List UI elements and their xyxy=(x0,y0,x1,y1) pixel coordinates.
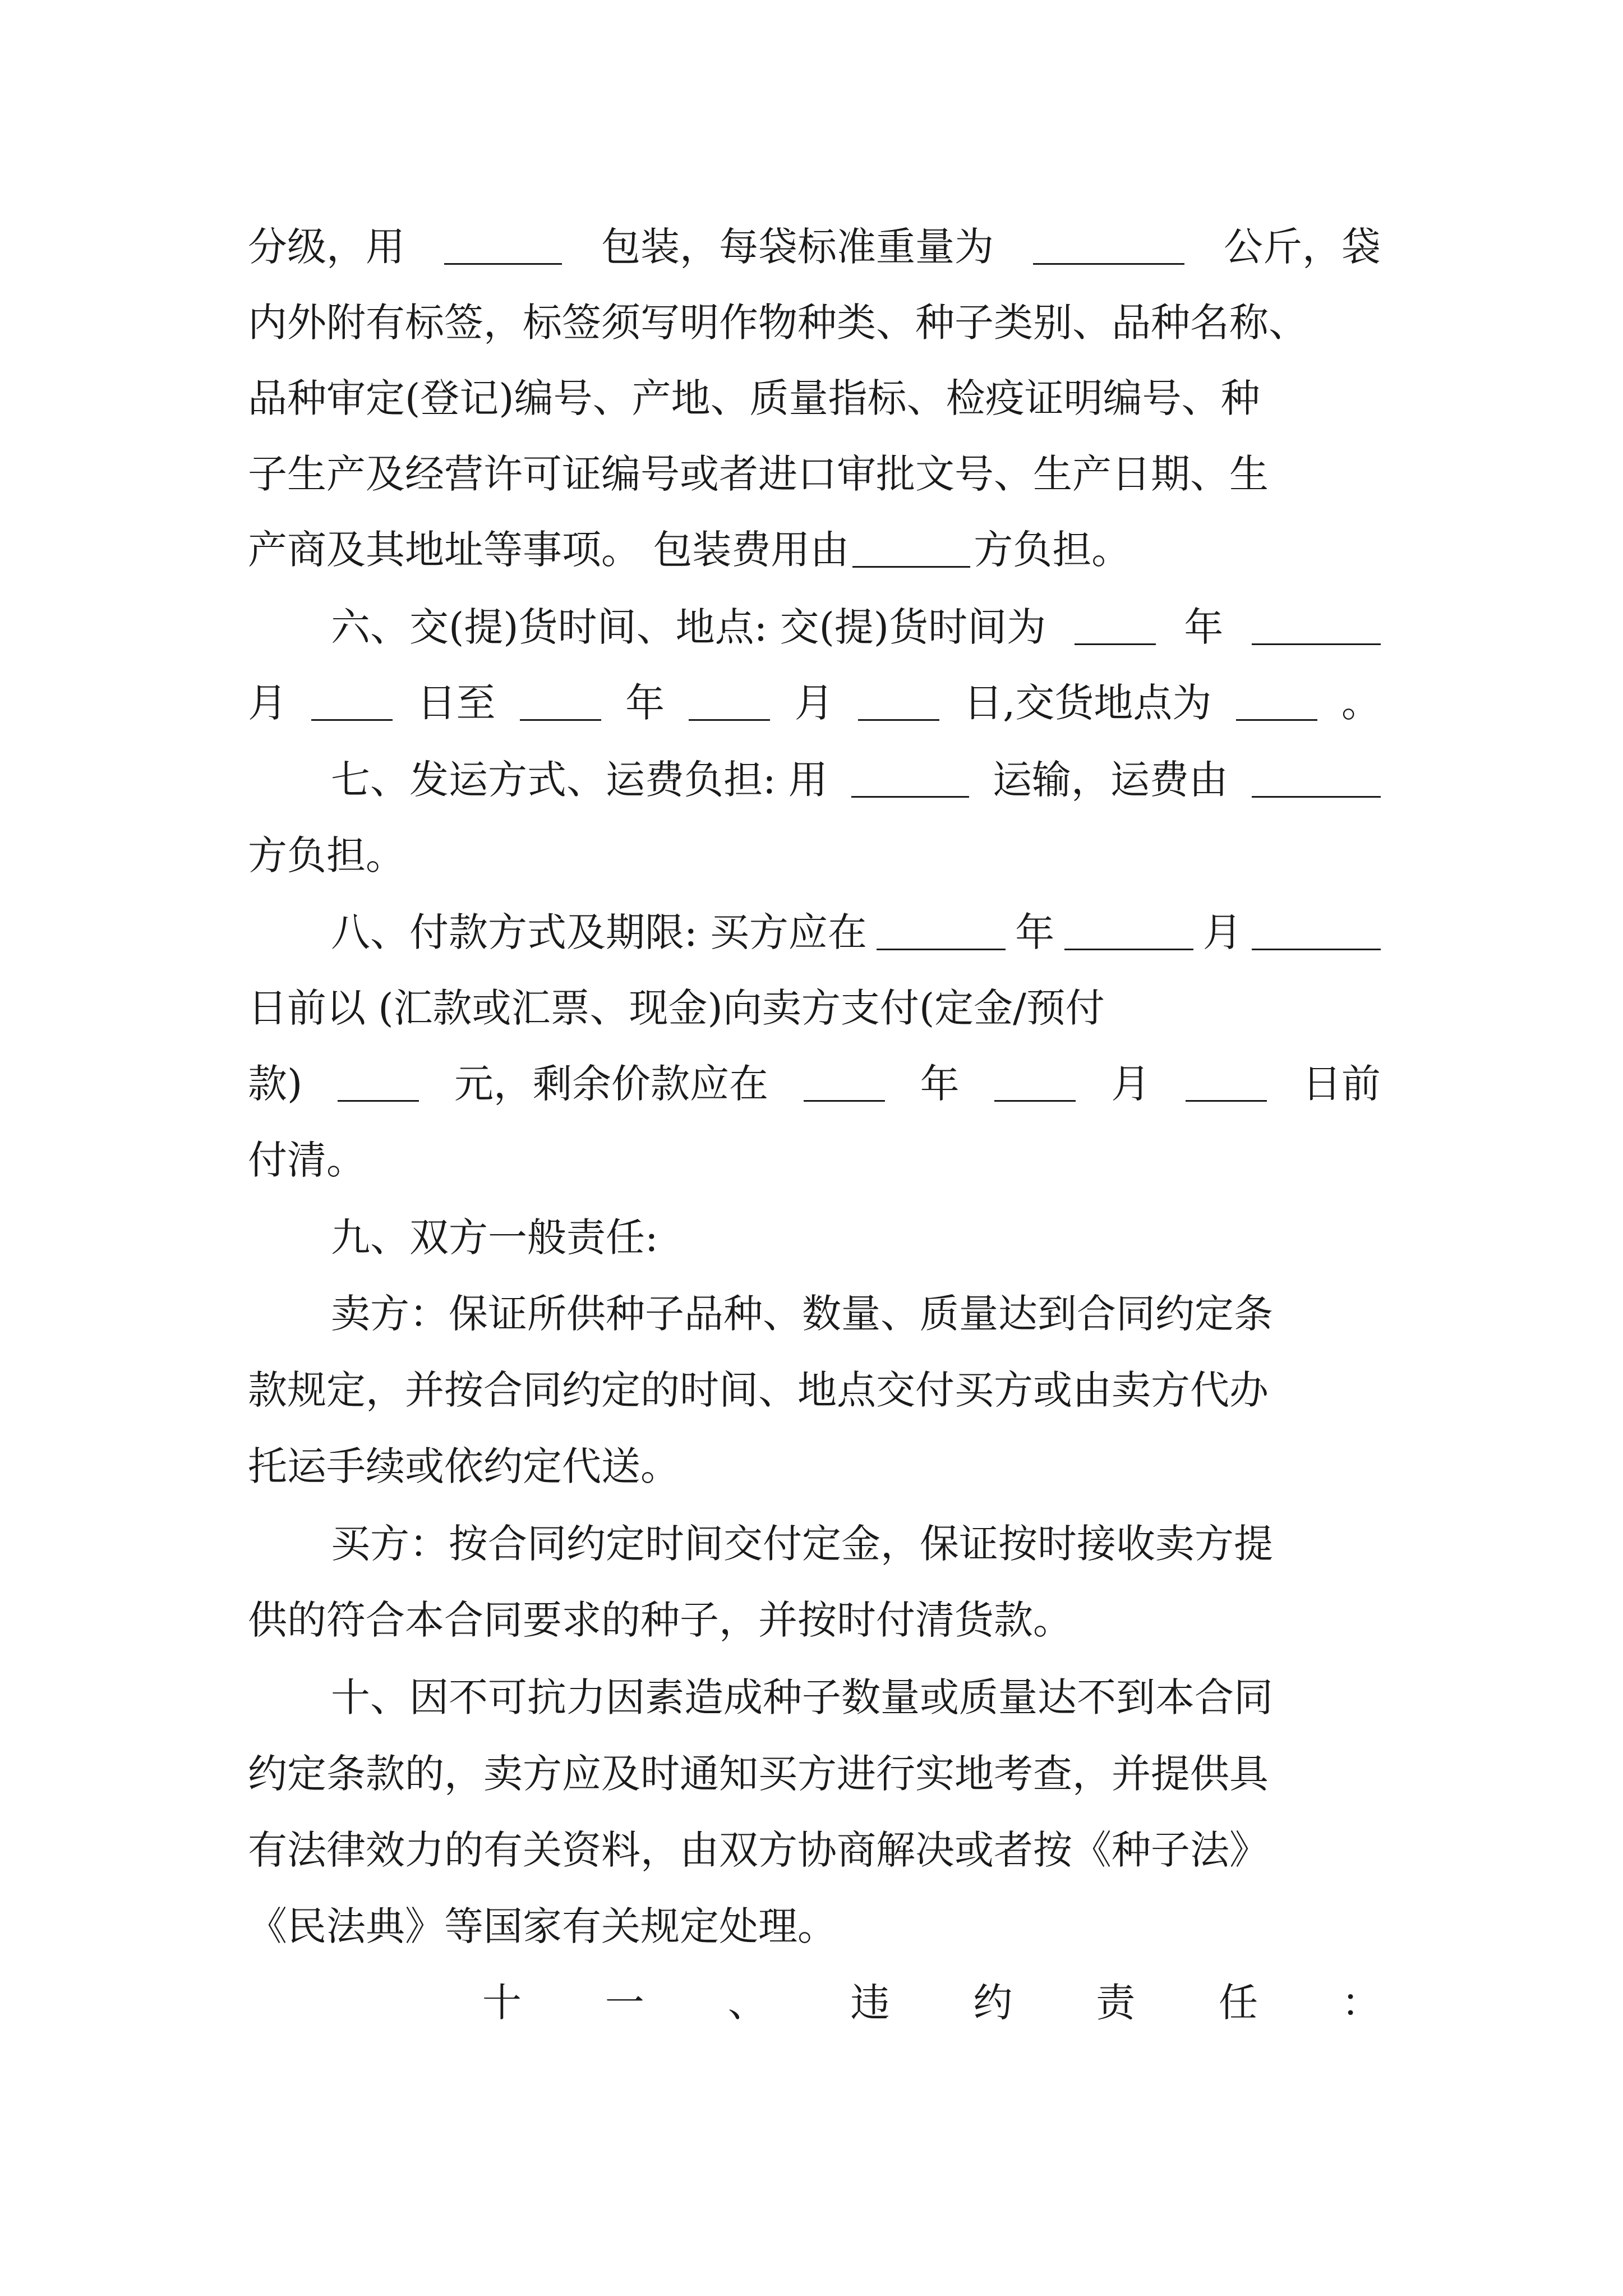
fill-blank xyxy=(852,566,970,568)
text-segment: 买方：按合同约定时间交付定金，保证按时接收卖方提 xyxy=(331,1521,1273,1567)
fill-blank xyxy=(520,719,601,721)
text-line xyxy=(248,1816,1381,1884)
text-line xyxy=(248,213,1381,280)
text-line xyxy=(248,1356,1381,1424)
fill-blank xyxy=(311,719,393,721)
text-segment: 约定条款的，卖方应及时通知买方进行实地考查，并提供具 xyxy=(248,1751,1269,1797)
fill-blank xyxy=(1186,1100,1267,1102)
text-segment: 元，剩余价款应在 xyxy=(454,1061,768,1107)
fill-blank xyxy=(444,263,562,265)
text-segment: 内外附有标签，标签须写明作物种类、种子类别、品种名称、 xyxy=(248,300,1308,346)
text-segment: 公斤，袋 xyxy=(1224,224,1381,270)
text-segment: 《民法典》等国家有关规定处理。 xyxy=(248,1903,837,1949)
text-line xyxy=(331,746,1381,813)
text-segment: 年 xyxy=(1015,909,1055,955)
text-segment: 包装，每袋标准重量为 xyxy=(601,224,994,270)
text-line xyxy=(248,669,1381,737)
text-line xyxy=(248,1893,1381,1960)
text-segment: 日前以 (汇款或汇票、现金)向卖方支付(定金/预付 xyxy=(248,985,1105,1031)
text-segment: 方负担。 xyxy=(248,832,405,878)
text-segment: 月 xyxy=(248,680,287,726)
text-line xyxy=(331,1204,1381,1271)
fill-blank xyxy=(851,796,969,798)
text-line xyxy=(248,289,1381,356)
text-segment: 七、发运方式、运费负担: 用 xyxy=(331,757,828,803)
text-line xyxy=(331,899,1381,966)
fill-blank xyxy=(804,1100,885,1102)
text-line xyxy=(331,1664,1381,1731)
text-segment: 十、因不可抗力因素造成种子数量或质量达不到本合同 xyxy=(331,1674,1273,1720)
fill-blank xyxy=(1033,263,1184,265)
text-segment: 托运手续或依约定代送。 xyxy=(248,1443,680,1489)
heading-char: 、 xyxy=(727,1980,767,2026)
text-line xyxy=(331,1280,1381,1347)
heading-char: 任 xyxy=(1219,1980,1258,2026)
heading-char: 责 xyxy=(1096,1980,1136,2026)
text-segment: 卖方：保证所供种子品种、数量、质量达到合同约定条 xyxy=(331,1291,1273,1337)
heading-char: 十 xyxy=(482,1980,522,2026)
section-heading xyxy=(482,1969,1381,2036)
text-segment: 有法律效力的有关资料，由双方协商解决或者按《种子法》 xyxy=(248,1827,1269,1873)
fill-blank xyxy=(994,1100,1076,1102)
fill-blank xyxy=(1252,949,1381,950)
text-segment: 九、双方一般责任: xyxy=(331,1214,658,1260)
text-segment: 年 xyxy=(920,1061,960,1107)
text-segment: 月 xyxy=(1202,909,1242,955)
text-segment: 六、交(提)货时间、地点: 交(提)货时间为 xyxy=(331,604,1046,650)
text-segment: 八、付款方式及期限: 买方应在 xyxy=(331,909,867,955)
fill-blank xyxy=(858,719,939,721)
heading-char: 一 xyxy=(605,1980,644,2026)
text-segment: 产商及其地址等事项。 包装费用由 xyxy=(248,527,850,573)
text-line xyxy=(248,1126,1381,1194)
text-segment: 供的符合本合同要求的种子，并按时付清货款。 xyxy=(248,1597,1072,1643)
text-line xyxy=(248,365,1381,432)
text-line xyxy=(248,974,1381,1042)
text-segment: 日,交货地点为 xyxy=(963,680,1212,726)
text-line xyxy=(331,593,1381,661)
text-segment: 运输，运费由 xyxy=(992,757,1228,803)
text-segment: 品种审定(登记)编号、产地、质量指标、检疫证明编号、种 xyxy=(248,375,1260,421)
fill-blank xyxy=(689,719,770,721)
text-line xyxy=(248,440,1381,508)
text-line xyxy=(331,1510,1381,1577)
text-segment: 款) xyxy=(248,1061,303,1107)
text-segment: 年 xyxy=(625,680,665,726)
text-segment: 子生产及经营许可证编号或者进口审批文号、生产日期、生 xyxy=(248,451,1269,497)
text-segment: 款规定，并按合同约定的时间、地点交付买方或由卖方代办 xyxy=(248,1367,1269,1413)
text-line xyxy=(248,822,1381,889)
text-segment: 方负担。 xyxy=(974,527,1131,573)
fill-blank xyxy=(1252,643,1381,645)
text-line xyxy=(248,1740,1381,1807)
text-segment: 月 xyxy=(794,680,834,726)
text-segment: 分级，用 xyxy=(248,224,405,270)
text-segment: 月 xyxy=(1111,1061,1151,1107)
fill-blank xyxy=(877,949,1006,950)
text-segment: 付清。 xyxy=(248,1137,366,1183)
text-segment: 。 xyxy=(1341,680,1381,726)
fill-blank xyxy=(1252,796,1381,798)
text-line xyxy=(248,516,1381,583)
text-line xyxy=(248,1433,1381,1500)
fill-blank xyxy=(338,1100,419,1102)
text-segment: 日前 xyxy=(1302,1061,1381,1107)
text-segment: 年 xyxy=(1184,604,1224,650)
fill-blank xyxy=(1064,949,1193,950)
heading-char: ： xyxy=(1341,1980,1381,2026)
text-line xyxy=(248,1050,1381,1117)
fill-blank xyxy=(1075,643,1156,645)
text-line xyxy=(248,1586,1381,1654)
heading-char: 违 xyxy=(850,1980,890,2026)
heading-char: 约 xyxy=(973,1980,1013,2026)
fill-blank xyxy=(1236,719,1317,721)
text-segment: 日至 xyxy=(417,680,496,726)
